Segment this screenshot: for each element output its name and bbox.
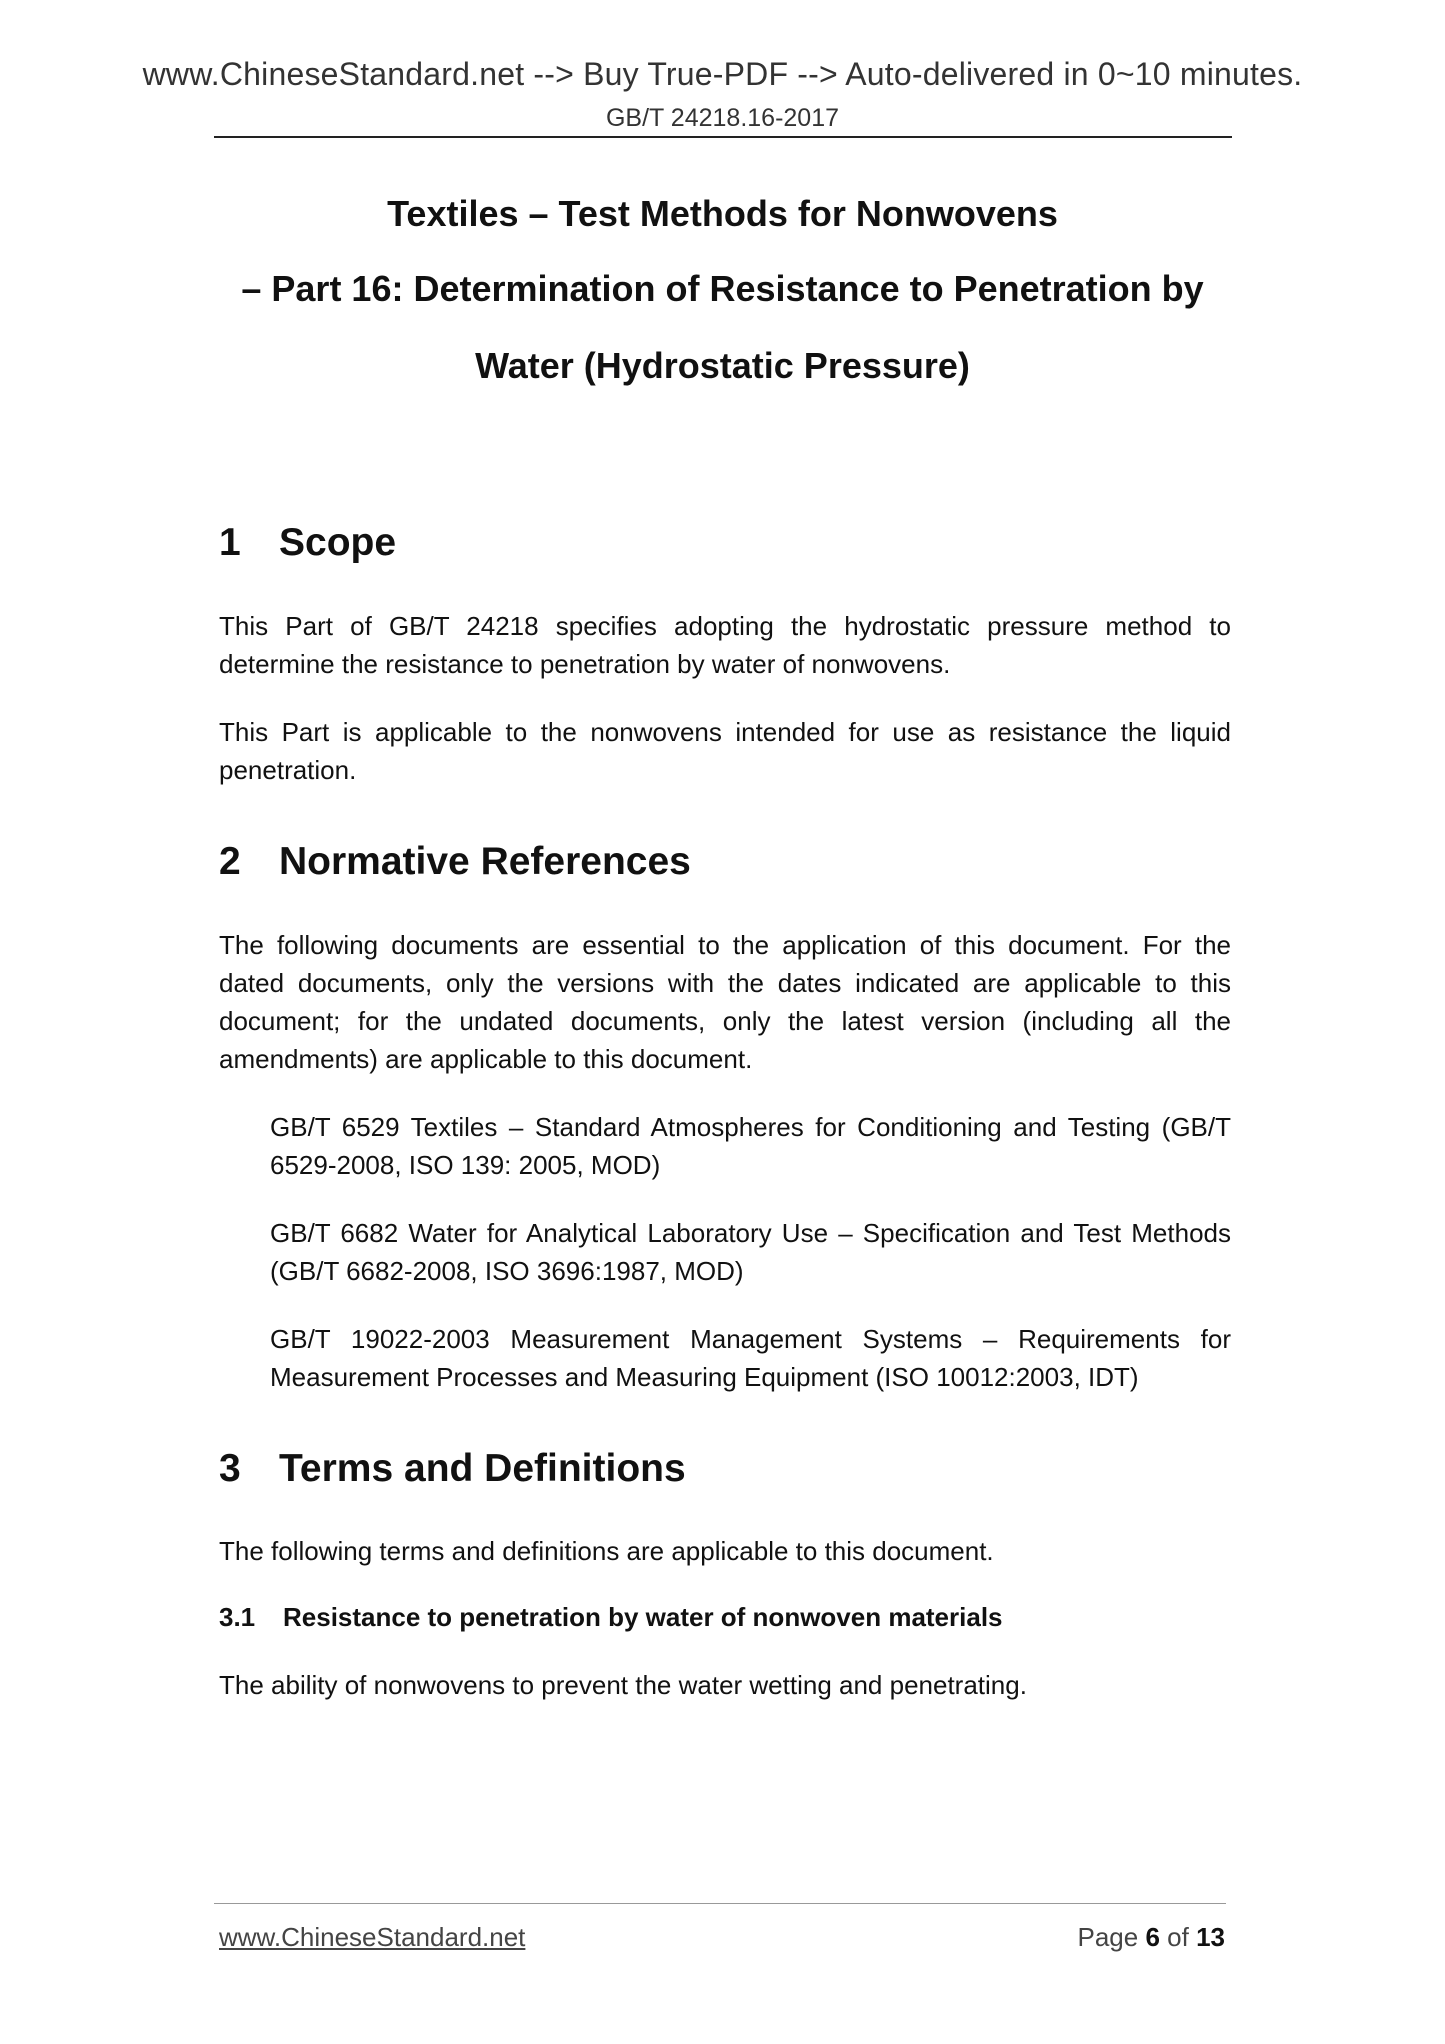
- section-title: Scope: [279, 521, 397, 564]
- normative-intro: The following documents are essential to the application of this document. For the dated documents, only the versions with the dates indicated are applicable to this document; for the undated documents, only the latest version (including all the amendments) are applicable to this document.: [219, 929, 1231, 1074]
- standard-code: GB/T 24218.16-2017: [605, 104, 840, 132]
- footer-divider: [214, 1903, 1226, 1904]
- document-body: [219, 520, 1231, 1704]
- reference-item: GB/T 6682 Water for Analytical Laboratory Use – Specification and Test Methods (GB/T 6682-2008, ISO 3696:1987, MOD): [270, 1217, 1231, 1286]
- document-title-line-3: Water (Hydrostatic Pressure): [475, 345, 970, 386]
- page-current: 6: [1145, 1922, 1160, 1952]
- scope-paragraph-2: This Part is applicable to the nonwovens intended for use as resistance the liquid penetration.: [219, 716, 1231, 785]
- reference-item: GB/T 19022-2003 Measurement Management Systems – Requirements for Measurement Processes and Measuring Equipment (ISO 10012:2003, IDT): [270, 1323, 1231, 1392]
- section-heading-scope: [219, 520, 1231, 567]
- footer-website-link[interactable]: www.ChineseStandard.net: [219, 1922, 526, 1952]
- subsection-heading-3-1: [219, 1598, 1231, 1636]
- subsection-number: 3.1: [219, 1602, 256, 1633]
- header-banner: www.ChineseStandard.net --> Buy True-PDF --> Auto-delivered in 0~10 minutes.: [142, 56, 1303, 92]
- document-title-line-2: – Part 16: Determination of Resistance to Penetration by: [241, 268, 1204, 309]
- page-total: 13: [1196, 1922, 1225, 1952]
- scope-paragraph-1: This Part of GB/T 24218 specifies adopting the hydrostatic pressure method to determine the resistance to penetration by water of nonwovens.: [219, 610, 1231, 679]
- reference-item: GB/T 6529 Textiles – Standard Atmospheres for Conditioning and Testing (GB/T 6529-2008, ISO 139: 2005, MOD): [270, 1111, 1231, 1180]
- document-title-line-1: Textiles – Test Methods for Nonwovens: [387, 193, 1058, 234]
- section-number: 2: [219, 839, 241, 883]
- page-number: [1077, 1922, 1225, 1953]
- section-title: Normative References: [279, 839, 691, 883]
- page-prefix: Page: [1077, 1922, 1139, 1952]
- section-heading-terms-and-definitions: [219, 1446, 1231, 1493]
- header-divider: [214, 136, 1232, 138]
- section-number: 1: [219, 521, 241, 564]
- section-heading-normative-references: [219, 839, 1231, 886]
- section-title: Terms and Definitions: [279, 1446, 686, 1490]
- section-number: 3: [219, 1446, 241, 1490]
- subsection-title: Resistance to penetration by water of nonwoven materials: [283, 1602, 1003, 1633]
- terms-intro: The following terms and definitions are applicable to this document.: [219, 1536, 994, 1567]
- term-definition: The ability of nonwovens to prevent the water wetting and penetrating.: [219, 1670, 1027, 1701]
- page-of: of: [1167, 1922, 1189, 1952]
